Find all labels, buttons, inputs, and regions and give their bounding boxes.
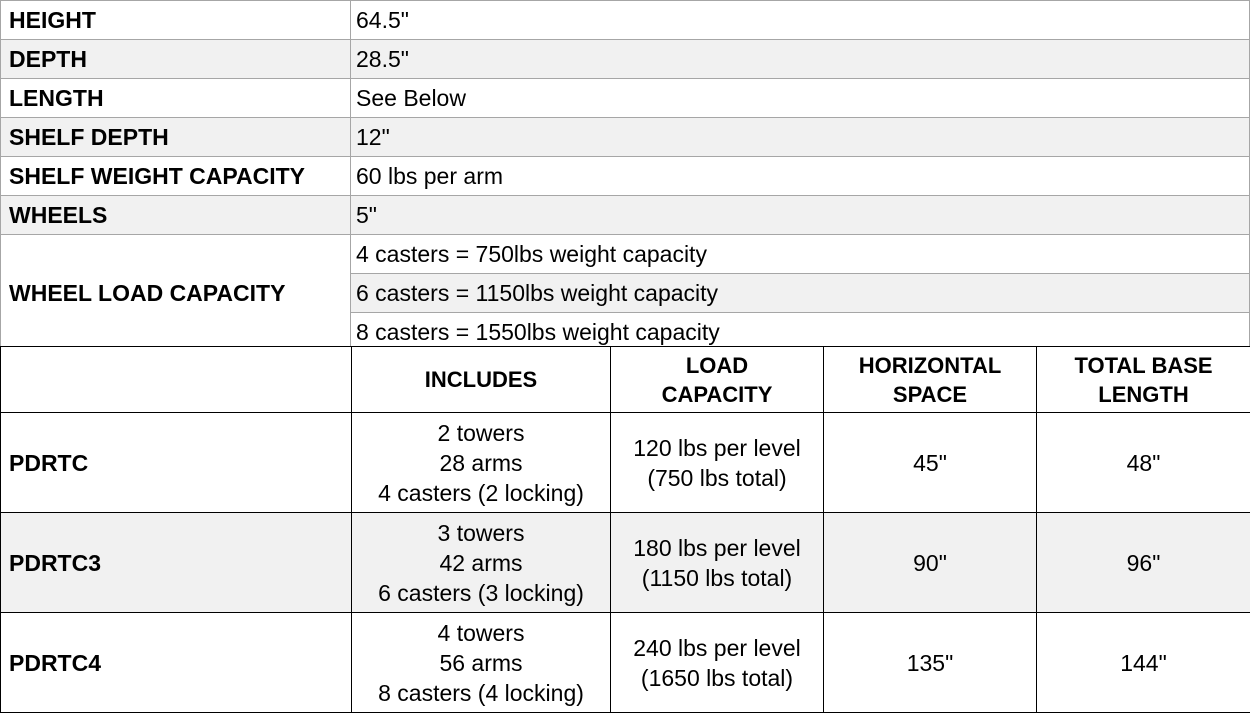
spec-label: SHELF WEIGHT CAPACITY xyxy=(1,157,351,196)
includes-line: 28 arms xyxy=(352,448,610,478)
header-model xyxy=(1,347,352,413)
load-line: (1150 lbs total) xyxy=(611,563,823,593)
spec-label: WHEEL LOAD CAPACITY xyxy=(1,235,351,352)
model-name: PDRTC xyxy=(1,413,352,513)
spec-value: See Below xyxy=(351,79,1250,118)
spec-value: 60 lbs per arm xyxy=(351,157,1250,196)
includes-cell xyxy=(352,413,611,513)
header-includes: INCLUDES xyxy=(352,347,611,413)
header-text: LENGTH xyxy=(1037,380,1250,409)
spec-row-wheels xyxy=(1,196,1250,235)
spec-value: 28.5" xyxy=(351,40,1250,79)
header-total-base-length xyxy=(1037,347,1250,413)
includes-line: 3 towers xyxy=(352,518,610,548)
header-text: SPACE xyxy=(824,380,1036,409)
spec-value: 6 casters = 1150lbs weight capacity xyxy=(351,274,1250,313)
header-text: HORIZONTAL xyxy=(824,351,1036,380)
header-text: CAPACITY xyxy=(611,380,823,409)
table-row xyxy=(1,413,1250,513)
spec-row-wheel-load-capacity xyxy=(1,235,1250,274)
load-capacity-cell xyxy=(611,413,824,513)
load-capacity-cell xyxy=(611,613,824,713)
spec-value: 4 casters = 750lbs weight capacity xyxy=(351,235,1250,274)
horizontal-space-cell: 45" xyxy=(824,413,1037,513)
spec-label: HEIGHT xyxy=(1,1,351,40)
spec-value: 5" xyxy=(351,196,1250,235)
total-base-length-cell: 144" xyxy=(1037,613,1250,713)
spec-row-height xyxy=(1,1,1250,40)
includes-line: 4 towers xyxy=(352,618,610,648)
spec-value: 8 casters = 1550lbs weight capacity xyxy=(351,313,1250,352)
spec-value: 12" xyxy=(351,118,1250,157)
specifications-table xyxy=(0,0,1250,352)
spec-row-length xyxy=(1,79,1250,118)
table-row xyxy=(1,613,1250,713)
header-load-capacity xyxy=(611,347,824,413)
load-line: (750 lbs total) xyxy=(611,463,823,493)
includes-line: 8 casters (4 locking) xyxy=(352,678,610,708)
total-base-length-cell: 48" xyxy=(1037,413,1250,513)
spec-row-shelf-weight-capacity xyxy=(1,157,1250,196)
includes-cell xyxy=(352,613,611,713)
includes-cell xyxy=(352,513,611,613)
spec-label: LENGTH xyxy=(1,79,351,118)
spec-row-shelf-depth xyxy=(1,118,1250,157)
load-capacity-cell xyxy=(611,513,824,613)
spec-label: WHEELS xyxy=(1,196,351,235)
horizontal-space-cell: 135" xyxy=(824,613,1037,713)
load-line: 120 lbs per level xyxy=(611,433,823,463)
model-name: PDRTC3 xyxy=(1,513,352,613)
spec-label: SHELF DEPTH xyxy=(1,118,351,157)
includes-line: 56 arms xyxy=(352,648,610,678)
horizontal-space-cell: 90" xyxy=(824,513,1037,613)
includes-line: 6 casters (3 locking) xyxy=(352,578,610,608)
includes-line: 42 arms xyxy=(352,548,610,578)
includes-line: 2 towers xyxy=(352,418,610,448)
header-text: TOTAL BASE xyxy=(1037,351,1250,380)
load-line: (1650 lbs total) xyxy=(611,663,823,693)
header-text: LOAD xyxy=(611,351,823,380)
load-line: 240 lbs per level xyxy=(611,633,823,663)
model-name: PDRTC4 xyxy=(1,613,352,713)
spec-value: 64.5" xyxy=(351,1,1250,40)
load-line: 180 lbs per level xyxy=(611,533,823,563)
spec-label: DEPTH xyxy=(1,40,351,79)
products-header-row xyxy=(1,347,1250,413)
includes-line: 4 casters (2 locking) xyxy=(352,478,610,508)
header-horizontal-space xyxy=(824,347,1037,413)
spec-row-depth xyxy=(1,40,1250,79)
products-table xyxy=(0,346,1250,713)
total-base-length-cell: 96" xyxy=(1037,513,1250,613)
table-row xyxy=(1,513,1250,613)
